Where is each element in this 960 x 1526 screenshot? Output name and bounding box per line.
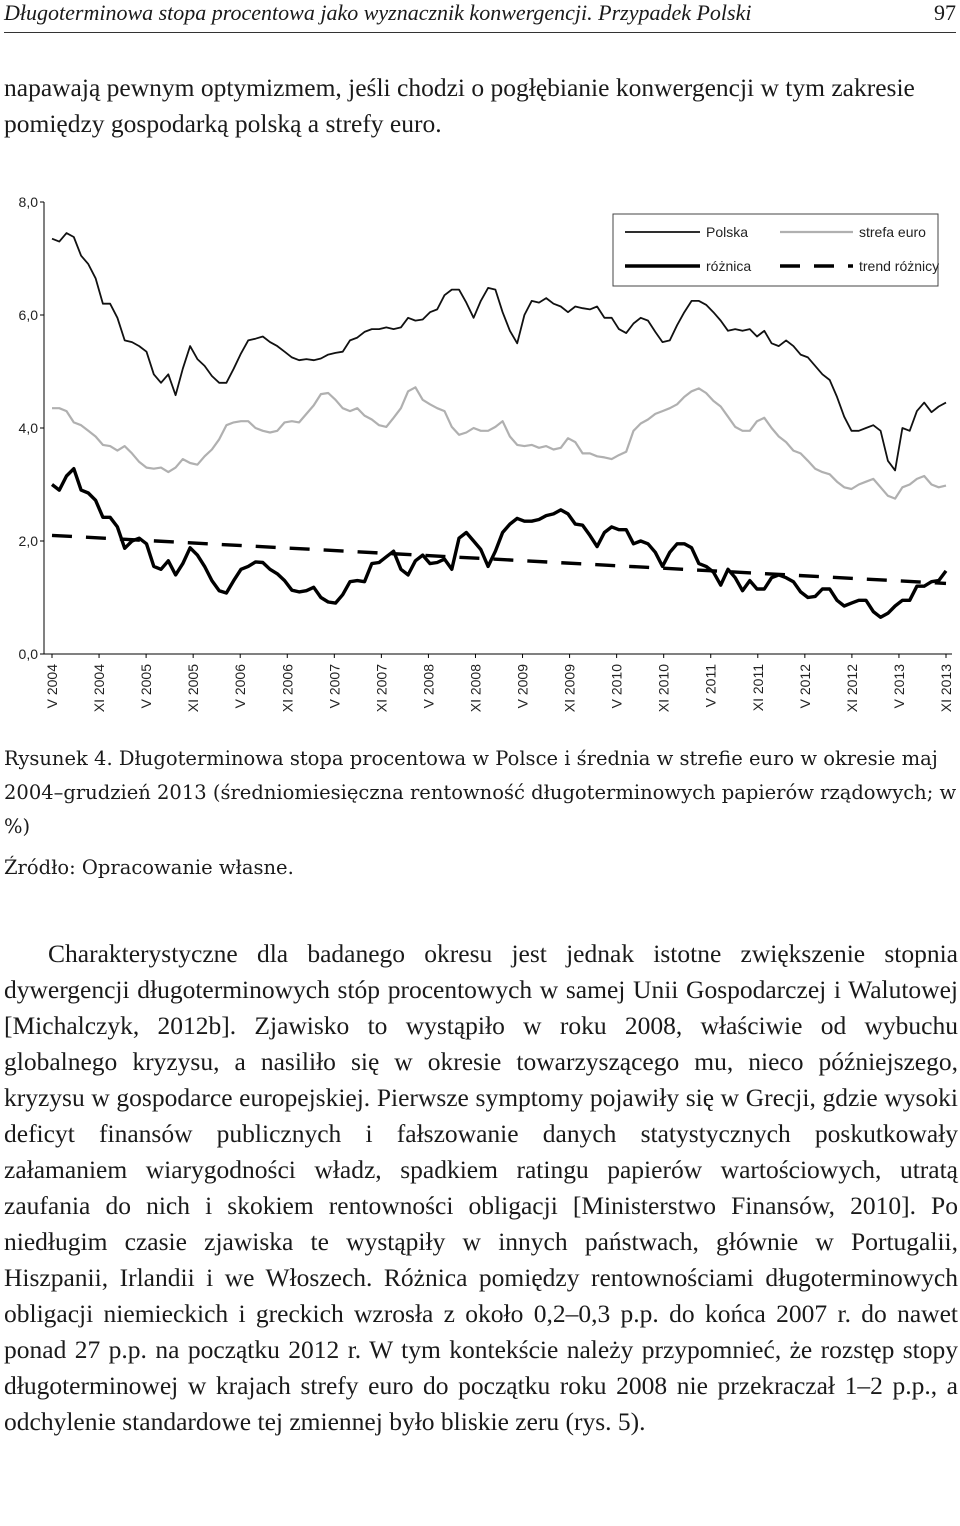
roznica-line <box>52 469 946 618</box>
x-tick-labels <box>44 664 954 712</box>
legend-label-polska: Polska <box>706 224 749 240</box>
figure-source: Źródło: Opracowanie własne. <box>4 856 294 879</box>
running-header <box>4 0 956 30</box>
line-chart <box>0 184 960 724</box>
x-tick-label: V 2004 <box>44 664 60 709</box>
x-tick-label: V 2007 <box>326 664 343 709</box>
y-tick-label: 8,0 <box>18 194 38 210</box>
intro-paragraph: napawają pewnym optymizmem, jeśli chodzi o pogłębianie konwergencji w tym zakresie pomiędzy gospodarką polską a strefy euro. <box>4 73 915 138</box>
page-number: 97 <box>934 0 956 25</box>
legend-label-strefa: strefa euro <box>859 224 926 240</box>
x-tick-label: XI 2008 <box>467 664 484 713</box>
x-tick-label: XI 2005 <box>185 664 202 713</box>
x-tick-label: XI 2011 <box>749 664 766 712</box>
x-tick-label: XI 2007 <box>373 664 390 713</box>
strefa-euro-line <box>52 387 946 498</box>
running-title: Długoterminowa stopa procentowa jako wyznacznik konwergencji. Przypadek Polski <box>4 0 752 25</box>
x-tick-label: V 2009 <box>514 664 531 709</box>
x-tick-label: XI 2012 <box>843 664 860 713</box>
x-tick-label: XI 2010 <box>655 664 672 713</box>
x-tick-label: XI 2013 <box>938 664 954 713</box>
legend-label-roznica: różnica <box>706 258 752 274</box>
x-tick-label: V 2011 <box>702 664 719 708</box>
series-lines <box>52 233 946 617</box>
y-tick-labels <box>19 194 39 662</box>
y-tick-label: 0,0 <box>18 646 38 662</box>
figure-caption: Rysunek 4. Długoterminowa stopa procentowa w Polsce i średnia w strefie euro w okresie maj 2004–grudzień 2013 (średniomiesięczna rentowność długoterminowych papierów rządowych; w %) <box>4 747 957 838</box>
x-tick-label: V 2012 <box>796 664 813 709</box>
x-tick-label: V 2008 <box>420 664 437 709</box>
x-tick-label: XI 2009 <box>561 664 578 713</box>
y-tick-label: 2,0 <box>18 533 38 549</box>
y-tick-label: 4,0 <box>18 420 38 436</box>
x-tick-label: V 2005 <box>138 664 155 709</box>
x-tick-label: V 2010 <box>608 664 625 709</box>
x-tick-label: V 2013 <box>890 664 907 709</box>
header-rule <box>4 32 956 33</box>
legend-label-trend: trend różnicy <box>859 258 940 274</box>
x-tick-label: XI 2006 <box>279 664 296 713</box>
x-tick-label: V 2006 <box>232 664 249 709</box>
body-paragraph: Charakterystyczne dla badanego okresu jest jednak istotne zwiększenie stopnia dywergencji długoterminowych stóp procentowych w samej Unii Gospodarczej i Walutowej [Michalczyk, 2012b]. Zjawisko to wystąpiło w roku 2008, właściwie od wybuchu globalnego kryzysu, a nasiliło się w okresie towarzyszącego mu, nieco późniejszego, kryzysu w gospodarce europejskiej. Pierwsze symptomy pojawiły się w Grecji, gdzie wysoki deficyt finansów publicznych i fałszowanie danych statystycznych poskutkowały załamaniem wiarygodności władz, spadkiem ratingu papierów wartościowych, utratą zaufania do nich i skokiem rentowności obligacji [Ministerstwo Finansów, 2010]. Po niedługim czasie zjawiska te wystąpiły w innych państwach, głównie w Portugalii, Hiszpanii, Irlandii i we Włoszech. Różnica pomiędzy rentownościami długoterminowych obligacji niemieckich i greckich wzrosła z około 0,2–0,3 p.p. do końca 2007 r. do nawet ponad 27 p.p. na początku 2012 r. W tym kontekście należy przypomnieć, że rozstęp stopy długoterminowej w krajach strefy euro do początku roku 2008 nie przekraczał 1–2 p.p., a odchylenie standardowe tej zmiennej było bliskie zeru (rys. 5). <box>4 939 958 1436</box>
x-tick-label: XI 2004 <box>91 664 108 713</box>
y-tick-label: 6,0 <box>18 307 38 323</box>
chart-legend <box>613 214 939 286</box>
